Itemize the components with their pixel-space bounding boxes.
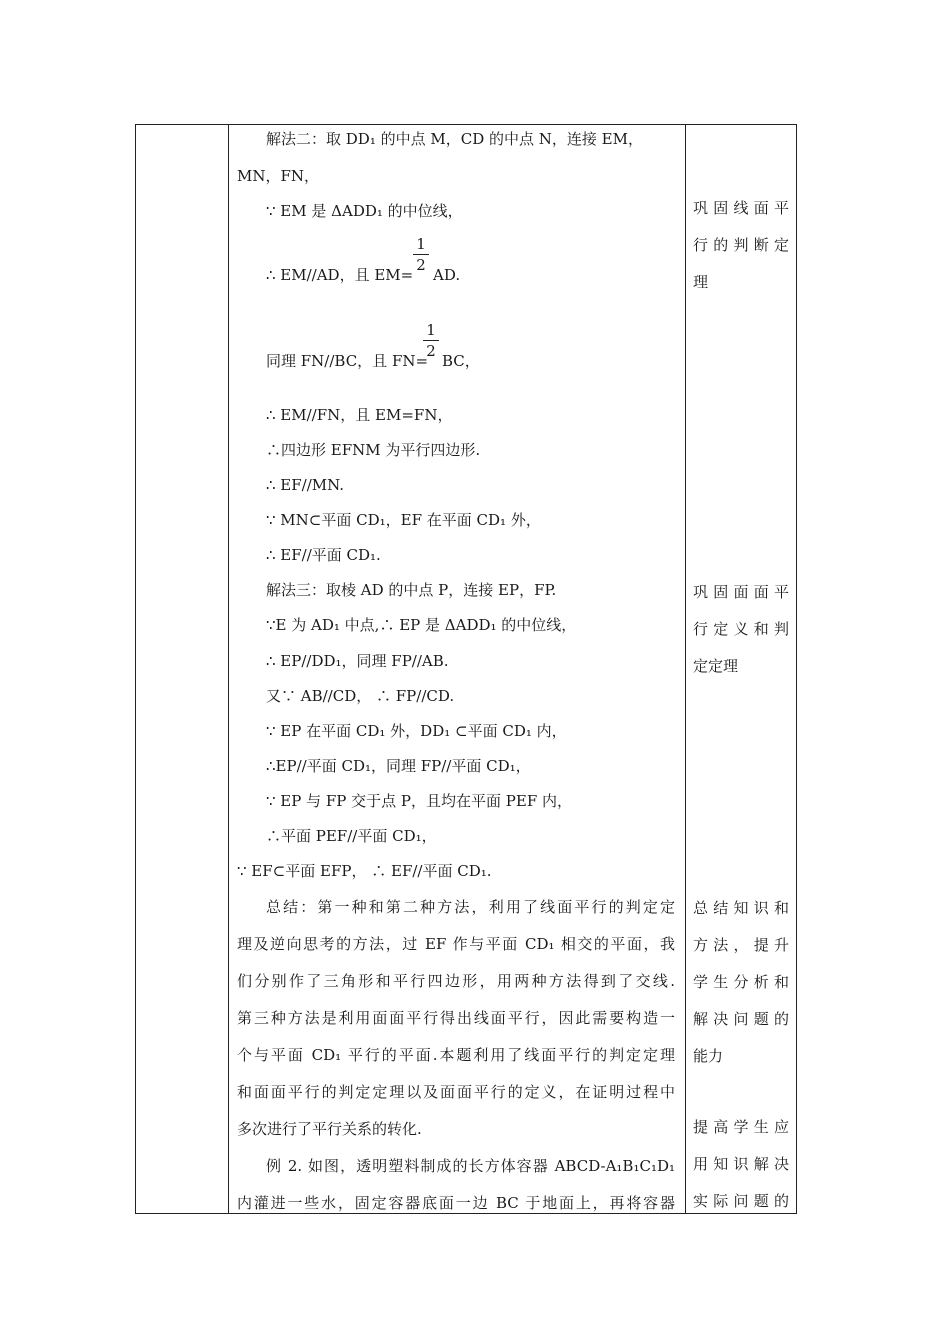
text-line: AD. xyxy=(433,266,461,284)
text-line: 内灌进一些水，固定容器底面一边 BC 于地面上，再将容器 xyxy=(237,1194,675,1212)
text-line: 例 2. 如图，透明塑料制成的长方体容器 ABCD-A₁B₁C₁D₁ xyxy=(266,1157,675,1175)
text-line: ∵ EF⊂平面 EFP， ∴ EF//平面 CD₁. xyxy=(237,862,492,880)
text-line: 多次进行了平行关系的转化. xyxy=(237,1120,422,1138)
text-line: ∴平面 PEF//平面 CD₁， xyxy=(266,827,437,845)
side-note-line: 实际问题的 xyxy=(693,1192,789,1210)
text-line: ∵ EM 是 ΔADD₁ 的中位线， xyxy=(266,202,463,220)
column-divider xyxy=(685,125,686,1213)
side-note-line: 能力 xyxy=(693,1047,724,1065)
side-note-line: 用知识解决 xyxy=(693,1155,789,1173)
column-divider xyxy=(228,125,229,1213)
text-line: 解法二：取 DD₁ 的中点 M，CD 的中点 N，连接 EM， xyxy=(266,130,643,148)
side-note-line: 定定理 xyxy=(693,657,739,675)
text-line: 同理 FN//BC，且 FN= xyxy=(266,352,429,370)
text-line: ∴ EF//平面 CD₁. xyxy=(266,546,381,564)
text-line: ∵E 为 AD₁ 中点,∴ EP 是 ΔADD₁ 的中位线， xyxy=(266,616,577,634)
text-line: ∵ MN⊂平面 CD₁，EF 在平面 CD₁ 外， xyxy=(266,511,541,529)
side-note-line: 总结知识和 xyxy=(693,899,789,917)
fraction-half: 1 2 xyxy=(411,235,431,274)
text-line: ∴ EM//AD，且 EM= xyxy=(266,266,414,284)
side-note-line: 方法，提升 xyxy=(693,936,789,954)
side-note-line: 行的判断定 xyxy=(693,236,789,254)
side-note-line: 提高学生应 xyxy=(693,1118,789,1136)
fraction-half: 1 2 xyxy=(421,321,441,360)
text-line: BC， xyxy=(442,352,480,370)
text-line: ∴四边形 EFNM 为平行四边形. xyxy=(266,441,481,459)
text-line: 理及逆向思考的方法，过 EF 作与平面 CD₁ 相交的平面，我 xyxy=(237,935,675,953)
side-note-line: 巩固线面平 xyxy=(693,199,789,217)
text-line: 总结：第一种和第二种方法，利用了线面平行的判定定 xyxy=(266,898,675,916)
side-note-line: 巩固面面平 xyxy=(693,583,789,601)
text-line: 们分别作了三角形和平行四边形，用两种方法得到了交线. xyxy=(237,972,675,990)
text-line: ∵ EP 与 FP 交于点 P，且均在平面 PEF 内， xyxy=(266,792,573,810)
text-line: ∵ EP 在平面 CD₁ 外，DD₁ ⊂平面 CD₁ 内， xyxy=(266,722,567,740)
side-note-line: 行定义和判 xyxy=(693,620,789,638)
text-line: 和面面平行的判定定理以及面面平行的定义，在证明过程中 xyxy=(237,1083,675,1101)
text-line: 个与平面 CD₁ 平行的平面.本题利用了线面平行的判定定理 xyxy=(237,1046,675,1064)
side-note-line: 解决问题的 xyxy=(693,1010,789,1028)
text-line: ∴ EF//MN. xyxy=(266,476,345,494)
text-line: 第三种方法是利用面面平行得出线面平行，因此需要构造一 xyxy=(237,1009,675,1027)
side-note-line: 学生分析和 xyxy=(693,973,789,991)
text-line: ∴ EP//DD₁，同理 FP//AB. xyxy=(266,652,449,670)
text-line: ∴EP//平面 CD₁，同理 FP//平面 CD₁， xyxy=(266,757,531,775)
text-line: 又∵ AB//CD， ∴ FP//CD. xyxy=(266,687,455,705)
text-line: 解法三：取棱 AD 的中点 P，连接 EP，FP. xyxy=(266,581,557,599)
text-line: MN，FN， xyxy=(237,167,320,185)
side-note-line: 理 xyxy=(693,273,709,291)
text-line: ∴ EM//FN，且 EM=FN， xyxy=(266,406,453,424)
